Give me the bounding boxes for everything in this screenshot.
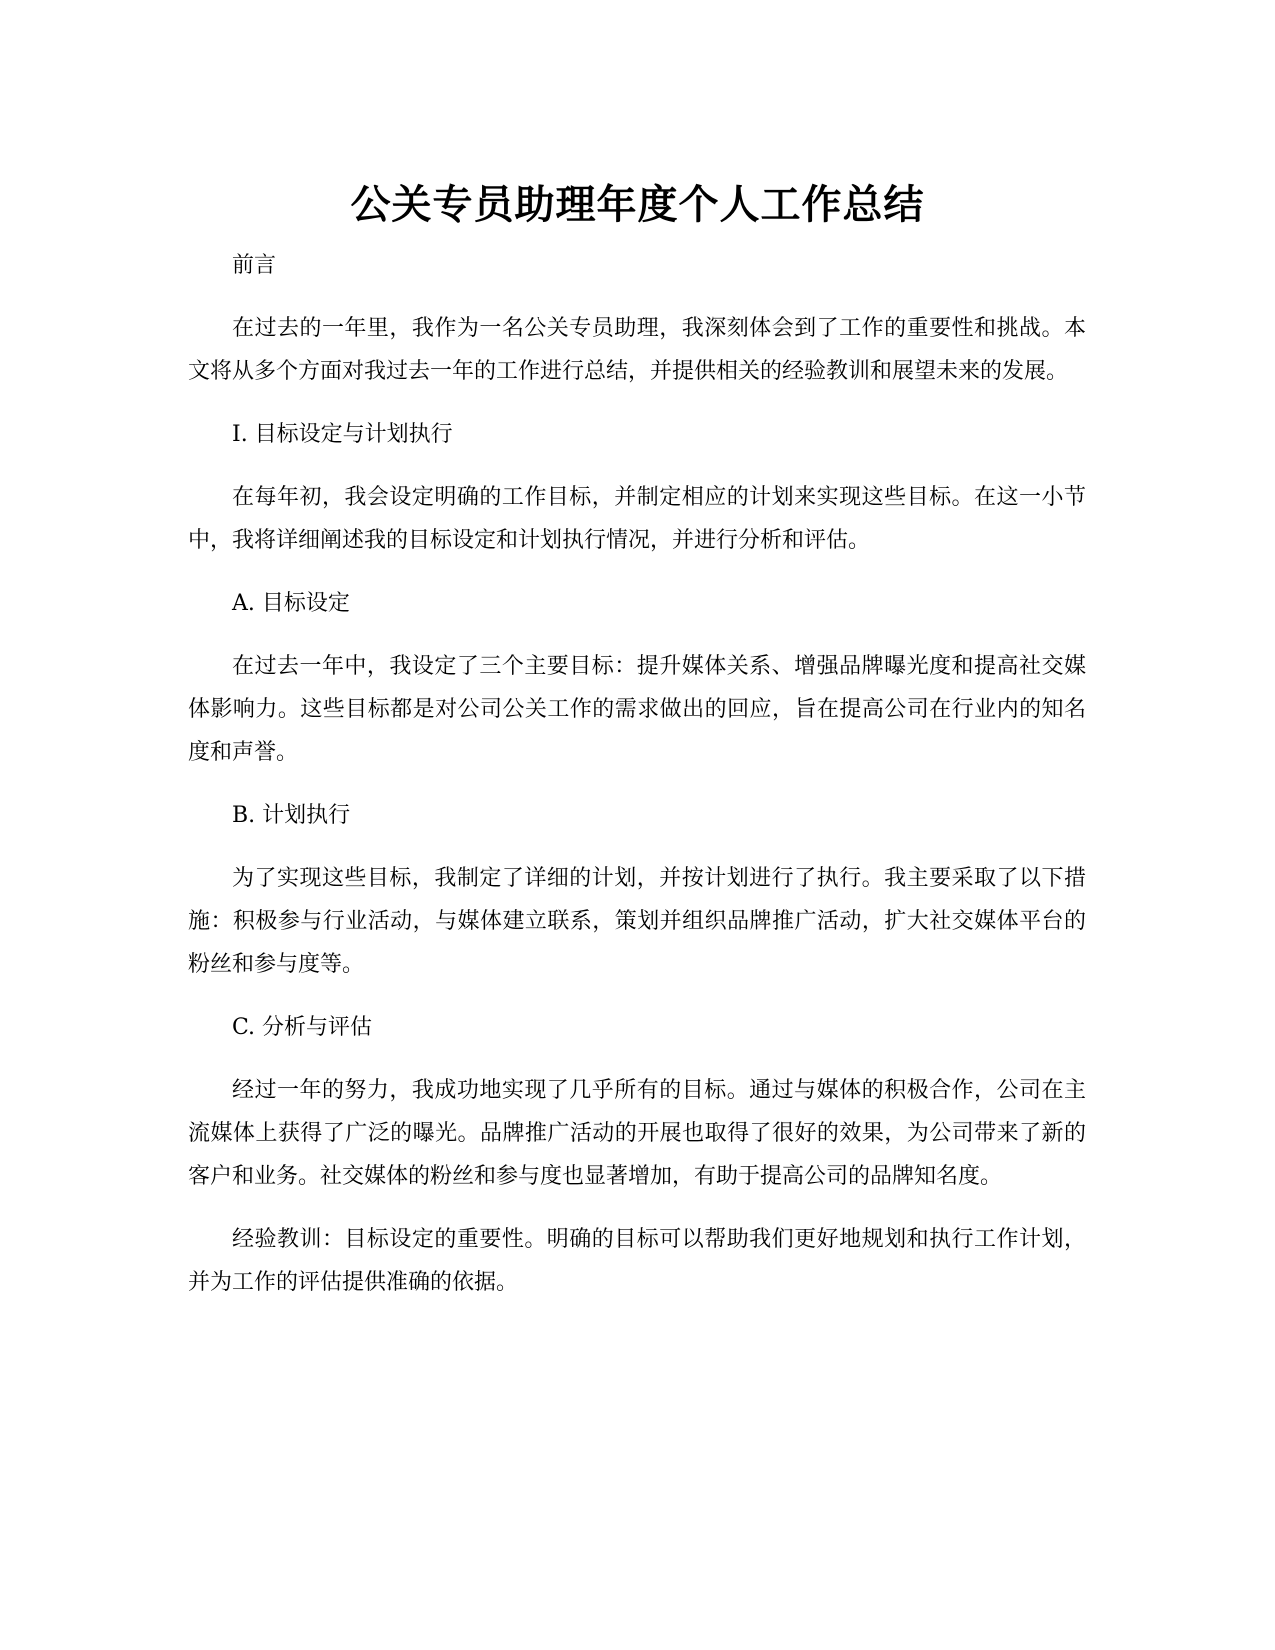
document-body [188,244,1086,1324]
subsection-heading-plan-execution: B. 计划执行 [232,803,351,828]
paragraph-goals-overview: 在每年初，我会设定明确的工作目标，并制定相应的计划来实现这些目标。在这一小节中，我将详细阐述我的目标设定和计划执行情况，并进行分析和评估。 [188,485,1086,553]
section-heading-goals-and-plans: I. 目标设定与计划执行 [232,422,453,447]
subsection-heading-analysis: C. 分析与评估 [232,1015,373,1040]
paragraph-goal-setting: 在过去一年中，我设定了三个主要目标：提升媒体关系、增强品牌曝光度和提高社交媒体影响力。这些目标都是对公司公关工作的需求做出的回应，旨在提高公司在行业内的知名度和声誉。 [188,654,1086,765]
subsection-heading-goal-setting: A. 目标设定 [232,591,350,616]
document-title: 公关专员助理年度个人工作总结 [350,181,925,228]
paragraph-lessons: 经验教训：目标设定的重要性。明确的目标可以帮助我们更好地规划和执行工作计划，并为工作的评估提供准确的依据。 [188,1227,1086,1295]
section-heading-preface: 前言 [232,253,277,278]
paragraph-plan-execution: 为了实现这些目标，我制定了详细的计划，并按计划进行了执行。我主要采取了以下措施：积极参与行业活动，与媒体建立联系，策划并组织品牌推广活动，扩大社交媒体平台的粉丝和参与度等。 [188,866,1086,977]
paragraph-analysis: 经过一年的努力，我成功地实现了几乎所有的目标。通过与媒体的积极合作，公司在主流媒体上获得了广泛的曝光。品牌推广活动的开展也取得了很好的效果，为公司带来了新的客户和业务。社交媒体的粉丝和参与度也显著增加，有助于提高公司的品牌知名度。 [188,1078,1086,1189]
paragraph-intro: 在过去的一年里，我作为一名公关专员助理，我深刻体会到了工作的重要性和挑战。本文将从多个方面对我过去一年的工作进行总结，并提供相关的经验教训和展望未来的发展。 [188,316,1086,384]
